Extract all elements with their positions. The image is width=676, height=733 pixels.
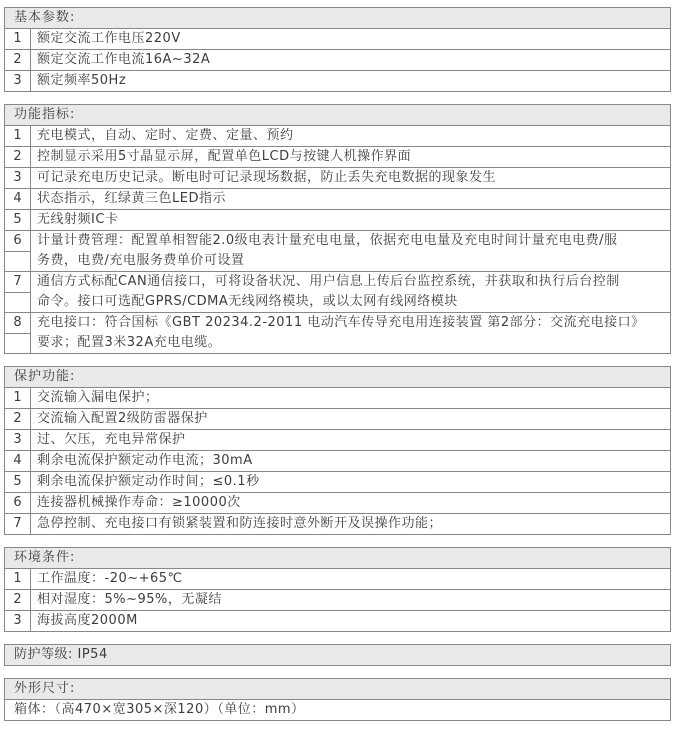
table-row — [5, 167, 670, 188]
row-text: 过、欠压，充电异常保护 — [37, 432, 186, 447]
function-specs-table — [4, 104, 671, 354]
row-number: 7 — [5, 514, 31, 534]
table-row — [5, 408, 670, 429]
row-text: 控制显示采用5寸晶显示屏，配置单色LCD与按键人机操作界面 — [37, 149, 412, 164]
function-specs-header: 功能指标: — [5, 105, 670, 125]
row-number: 8 — [5, 313, 31, 333]
row-number: 4 — [5, 189, 31, 209]
row-number: 1 — [5, 29, 31, 49]
row-text: 可记录充电历史记录。断电时可记录现场数据，防止丢失充电数据的现象发生 — [37, 170, 497, 185]
row-number: 5 — [5, 210, 31, 230]
row-text: 急停控制、充电接口有锁紧装置和防连接时意外断开及误操作功能； — [37, 516, 443, 531]
table-row — [5, 28, 670, 49]
basic-params-header: 基本参数: — [5, 8, 670, 28]
row-number: 3 — [5, 611, 31, 631]
row-number: 5 — [5, 472, 31, 492]
row-text: 命令。接口可选配GPRS/CDMA无线网络模块，或以太网有线网络模块 — [37, 294, 458, 309]
row-number — [5, 333, 31, 353]
table-row — [5, 429, 670, 450]
row-number: 2 — [5, 147, 31, 167]
environment-table — [4, 547, 671, 632]
table-row — [5, 209, 670, 230]
table-row — [5, 49, 670, 70]
row-number: 2 — [5, 409, 31, 429]
basic-params-table — [4, 7, 671, 92]
row-number: 3 — [5, 71, 31, 91]
row-text: 充电模式，自动、定时、定费、定量、预约 — [37, 128, 294, 143]
row-number — [5, 251, 31, 271]
row-text: 额定频率50Hz — [37, 73, 127, 88]
table-row — [5, 312, 670, 333]
protection-table — [4, 366, 671, 535]
row-text: 要求；配置3米32A充电电缆。 — [37, 335, 222, 350]
table-row — [5, 188, 670, 209]
table-row — [5, 699, 670, 720]
row-number: 6 — [5, 231, 31, 251]
table-row — [5, 513, 670, 534]
protection-header: 保护功能: — [5, 367, 670, 387]
table-row — [5, 70, 670, 91]
row-text: 额定交流工作电压220V — [37, 31, 181, 46]
row-text: 无线射频IC卡 — [37, 212, 119, 227]
row-text: 连接器机械操作寿命：≥10000次 — [37, 495, 241, 510]
row-text: 额定交流工作电流16A~32A — [37, 52, 211, 67]
row-text: 交流输入漏电保护； — [37, 390, 159, 405]
row-number — [5, 292, 31, 312]
row-number: 3 — [5, 168, 31, 188]
row-text: 务费，电费/充电服务费单价可设置 — [37, 253, 245, 268]
table-row — [5, 568, 670, 589]
table-row-continuation — [5, 292, 670, 312]
table-row — [5, 146, 670, 167]
table-row — [5, 125, 670, 146]
table-row — [5, 230, 670, 251]
table-row — [5, 450, 670, 471]
row-text: 海拔高度2000M — [37, 613, 138, 628]
row-number: 6 — [5, 493, 31, 513]
row-number: 3 — [5, 430, 31, 450]
dimensions-header: 外形尺寸: — [5, 679, 670, 699]
table-row — [5, 492, 670, 513]
table-row-continuation — [5, 251, 670, 271]
table-row-continuation — [5, 333, 670, 353]
row-number: 1 — [5, 569, 31, 589]
table-row — [5, 471, 670, 492]
row-text: 剩余电流保护额定动作电流；30mA — [37, 453, 253, 468]
row-text: 计量计费管理：配置单相智能2.0级电表计量充电电量，依据充电电量及充电时间计量充电电费/服 — [37, 233, 618, 248]
row-number: 7 — [5, 272, 31, 292]
table-row — [5, 589, 670, 610]
row-number: 2 — [5, 590, 31, 610]
row-text: 状态指示，红绿黄三色LED指示 — [37, 191, 226, 206]
row-text: 箱体：（高470×宽305×深120）（单位：mm） — [14, 702, 305, 717]
table-row — [5, 610, 670, 631]
row-number: 1 — [5, 388, 31, 408]
table-row — [5, 271, 670, 292]
row-text: 交流输入配置2级防雷器保护 — [37, 411, 208, 426]
environment-header: 环境条件: — [5, 548, 670, 568]
row-number: 2 — [5, 50, 31, 70]
table-row — [5, 387, 670, 408]
row-number: 1 — [5, 126, 31, 146]
dimensions-table — [4, 678, 671, 721]
ip-rating-label: 防护等级: IP54 — [5, 645, 670, 665]
row-text: 通信方式标配CAN通信接口，可将设备状况、用户信息上传后台监控系统，并获取和执行后台控制 — [37, 274, 620, 289]
ip-rating-table — [4, 644, 671, 666]
row-text: 充电接口：符合国标《GBT 20234.2-2011 电动汽车传导充电用连接装置 第2部分：交流充电接口》 — [37, 315, 645, 330]
row-number: 4 — [5, 451, 31, 471]
row-text: 剩余电流保护额定动作时间；≤0.1秒 — [37, 474, 260, 489]
row-text: 相对湿度：5%~95%，无凝结 — [37, 592, 222, 607]
row-text: 工作温度：-20~+65℃ — [37, 571, 183, 586]
